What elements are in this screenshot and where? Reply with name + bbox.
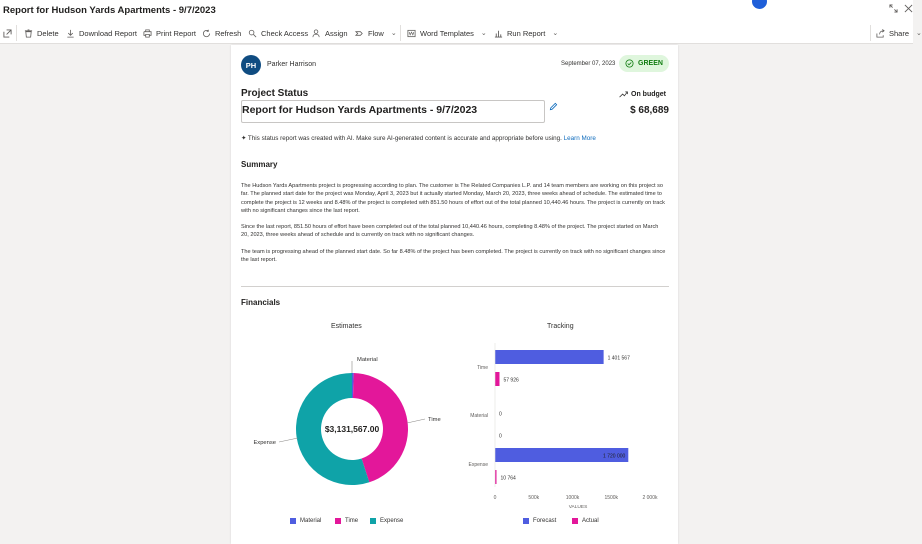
project-status-heading: Project Status: [241, 88, 309, 99]
refresh-label: Refresh: [215, 28, 242, 38]
bar-data-label: 1 720 000: [603, 453, 626, 460]
summary-paragraph: Since the last report, 851.50 hours of effort have been completed out of the total planned 10,440.46 hours, completing 8.48% of the project. The project started on March 20, 2023, three weeks ahead of schedule and is currently on track with no significant changes.: [241, 224, 659, 239]
pie-label-leader: [279, 438, 298, 442]
check-access-button[interactable]: [248, 22, 308, 44]
bar-category-label: Material: [470, 413, 488, 419]
close-icon[interactable]: [904, 4, 913, 16]
bar-forecast: [495, 350, 604, 364]
x-tick-label: 1000k: [565, 495, 580, 501]
assign-button[interactable]: [312, 22, 348, 44]
word-templates-button[interactable]: [407, 22, 487, 44]
share-label: Share: [889, 28, 910, 38]
report-date: September 07, 2023: [561, 61, 616, 67]
trash-icon: [24, 29, 33, 38]
status-label: GREEN: [638, 60, 663, 67]
x-axis-label: VALUES: [568, 505, 588, 510]
window-titlebar: [0, 0, 913, 22]
budget-label: On budget: [631, 91, 666, 98]
check-access-label: Check Access: [261, 28, 309, 38]
financials-heading: Financials: [241, 298, 281, 307]
ai-disclaimer-text: This status report was created with AI. Make sure AI-generated content is accurate and appropriate before using.: [247, 135, 562, 142]
x-tick-label: 1500k: [604, 495, 619, 501]
summary-paragraph: The Hudson Yards Apartments project is progressing according to plan. The customer is The Related Companies L.P. and 14 team members are working on this project so far. The planned start date for the project was Monday, April 3, 2023 but it actually started Monday, March 20, 2023, three weeks ahead of schedule. The estimated time to complete the project is 12 weeks and 8.48% of the project is completed with 851.50 hours of effort out of the total planned 10,440.46 hours. The project is currently on track with no significant changes since the last report.: [241, 183, 665, 215]
pie-slice-label: Material: [357, 357, 378, 363]
flow-icon: [355, 29, 364, 38]
bar-data-label: 57 926: [503, 377, 519, 384]
run-report-label: Run Report: [507, 28, 546, 38]
share-button[interactable]: [876, 22, 922, 44]
legend-swatch: [335, 518, 341, 524]
author-name: Parker Harrison: [267, 61, 317, 68]
pie-slice-label: Time: [428, 417, 441, 423]
bar-actual: [495, 372, 499, 386]
refresh-button[interactable]: [202, 22, 241, 44]
bar-data-label: 10 764: [500, 475, 516, 482]
legend-label: Actual: [582, 518, 599, 524]
estimates-chart-title: Estimates: [331, 323, 362, 330]
bar-category-label: Time: [477, 365, 488, 371]
report-title-value: Report for Hudson Yards Apartments - 9/7/2023: [242, 104, 478, 116]
share-icon: [876, 29, 885, 38]
legend-swatch: [523, 518, 529, 524]
pie-center-total: $3,131,567.00: [324, 424, 380, 434]
legend-item-forecast[interactable]: [523, 518, 556, 524]
budget-amount: $ 68,689: [630, 105, 669, 116]
bar-data-label: 0: [499, 411, 502, 418]
flow-label: Flow: [368, 28, 384, 38]
pie-label-leader: [407, 419, 425, 423]
command-bar: [0, 22, 922, 44]
bar-data-label: 0: [499, 433, 502, 440]
person-icon: [312, 29, 321, 38]
chevron-down-icon: ⌄: [552, 30, 559, 37]
avatar: PH: [241, 55, 261, 75]
summary-heading: Summary: [241, 160, 278, 169]
chevron-down-icon: ⌄: [916, 30, 922, 37]
pie-slice-label: Expense: [253, 440, 276, 446]
print-report-button[interactable]: [143, 22, 196, 44]
legend-label: Material: [300, 518, 322, 524]
x-tick-label: 500k: [528, 495, 540, 501]
popout-button[interactable]: [3, 22, 12, 44]
word-templates-label: Word Templates: [420, 28, 474, 38]
search-person-icon: [248, 29, 257, 38]
word-icon: [407, 29, 416, 38]
download-report-button[interactable]: [66, 22, 137, 44]
chevron-down-icon: ⌄: [390, 30, 397, 37]
legend-item-actual[interactable]: [572, 518, 599, 524]
delete-label: Delete: [37, 28, 59, 38]
chevron-down-icon: ⌄: [480, 30, 487, 37]
legend-label: Time: [345, 518, 359, 524]
notification-dot: [752, 0, 767, 9]
legend-swatch: [370, 518, 376, 524]
legend-label: Expense: [380, 518, 404, 524]
download-icon: [66, 29, 75, 38]
expand-icon[interactable]: [889, 4, 898, 16]
bar-category-label: Expense: [468, 462, 488, 468]
chart-icon: [494, 29, 503, 38]
sparkle-icon: ✦: [241, 135, 247, 142]
legend-label: Forecast: [533, 518, 557, 524]
x-tick-label: 2 000k: [642, 495, 658, 501]
financials-charts: [231, 45, 678, 544]
download-report-label: Download Report: [79, 28, 137, 38]
summary-paragraph: The team is progressing ahead of the planned start date. So far 8.48% of the project has been completed. The project is currently on track with no significant changes since the last report.: [241, 249, 666, 264]
tracking-chart-title: Tracking: [547, 323, 574, 330]
status-report-card: [231, 45, 678, 544]
legend-item-time[interactable]: [335, 518, 358, 524]
legend-item-expense[interactable]: [370, 518, 403, 524]
delete-button[interactable]: [24, 22, 59, 44]
learn-more-link[interactable]: Learn More: [563, 135, 596, 142]
popout-icon: [3, 29, 12, 38]
legend-swatch: [290, 518, 296, 524]
window-title: Report for Hudson Yards Apartments - 9/7/2023: [3, 5, 216, 16]
print-report-label: Print Report: [156, 28, 197, 38]
run-report-button[interactable]: [494, 22, 558, 44]
bar-data-label: 1 401 567: [607, 355, 630, 362]
legend-swatch: [572, 518, 578, 524]
assign-label: Assign: [325, 28, 348, 38]
flow-button[interactable]: [355, 22, 397, 44]
refresh-icon: [202, 29, 211, 38]
printer-icon: [143, 29, 152, 38]
legend-item-material[interactable]: [290, 518, 321, 524]
x-tick-label: 0: [493, 495, 497, 501]
